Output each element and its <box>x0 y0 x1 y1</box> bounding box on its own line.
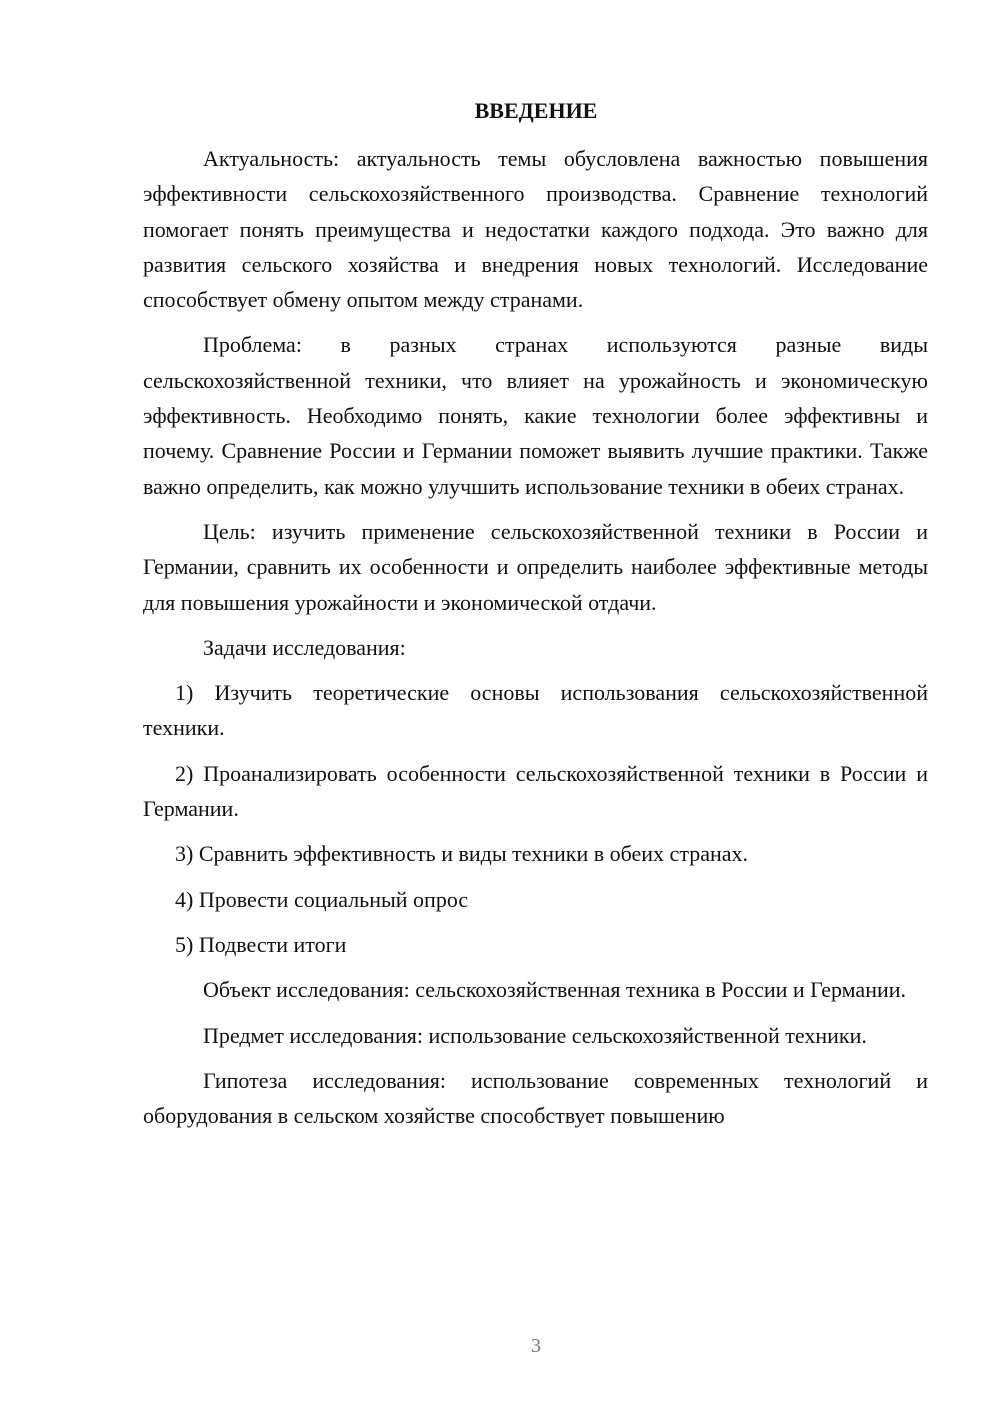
task-item-1: 1) Изучить теоретические основы использования сельскохозяйственной техники. <box>143 680 928 741</box>
document-body <box>143 141 928 1143</box>
page-number: 3 <box>531 1335 541 1357</box>
page-heading: ВВЕДЕНИЕ <box>474 98 598 123</box>
paragraph-subject: Предмет исследования: использование сельскохозяйственной техники. <box>203 1022 867 1048</box>
task-item-5: 5) Подвести итоги <box>175 931 347 957</box>
task-item-4: 4) Провести социальный опрос <box>175 886 469 912</box>
paragraph-hypothesis: Гипотеза исследования: использование современных технологий и оборудования в сельском хозяйстве способствует повышению <box>143 1067 928 1129</box>
paragraph-tasks-heading: Задачи исследования: <box>203 634 406 660</box>
paragraph-goal: Цель: изучить применение сельскохозяйственной техники в России и Германии, сравнить их особенности и определить наиболее эффективные методы для повышения урожайности и экономической отдачи. <box>143 518 928 615</box>
paragraph-relevance: Актуальность: актуальность темы обусловлена важностью повышения эффективности сельскохозяйственного производства. Сравнение технологий помогает понять преимущества и недостатки каждого подхода. Это важно для развития сельского хозяйства и внедрения новых технологий. Исследование способствует обмену опытом между странами. <box>143 146 928 313</box>
task-item-3: 3) Сравнить эффективность и виды техники в обеих странах. <box>175 841 748 867</box>
paragraph-problem: Проблема: в разных странах используются разные виды сельскохозяйственной техники, что влияет на урожайность и экономическую эффективность. Необходимо понять, какие технологии более эффективны и почему. Сравнение России и Германии поможет выявить лучшие практики. Также важно определить, как можно улучшить использование техники в обеих странах. <box>143 332 928 499</box>
task-item-2: 2) Проанализировать особенности сельскохозяйственной техники в России и Германии. <box>143 760 928 822</box>
paragraph-object: Объект исследования: сельскохозяйственная техника в России и Германии. <box>203 977 907 1003</box>
